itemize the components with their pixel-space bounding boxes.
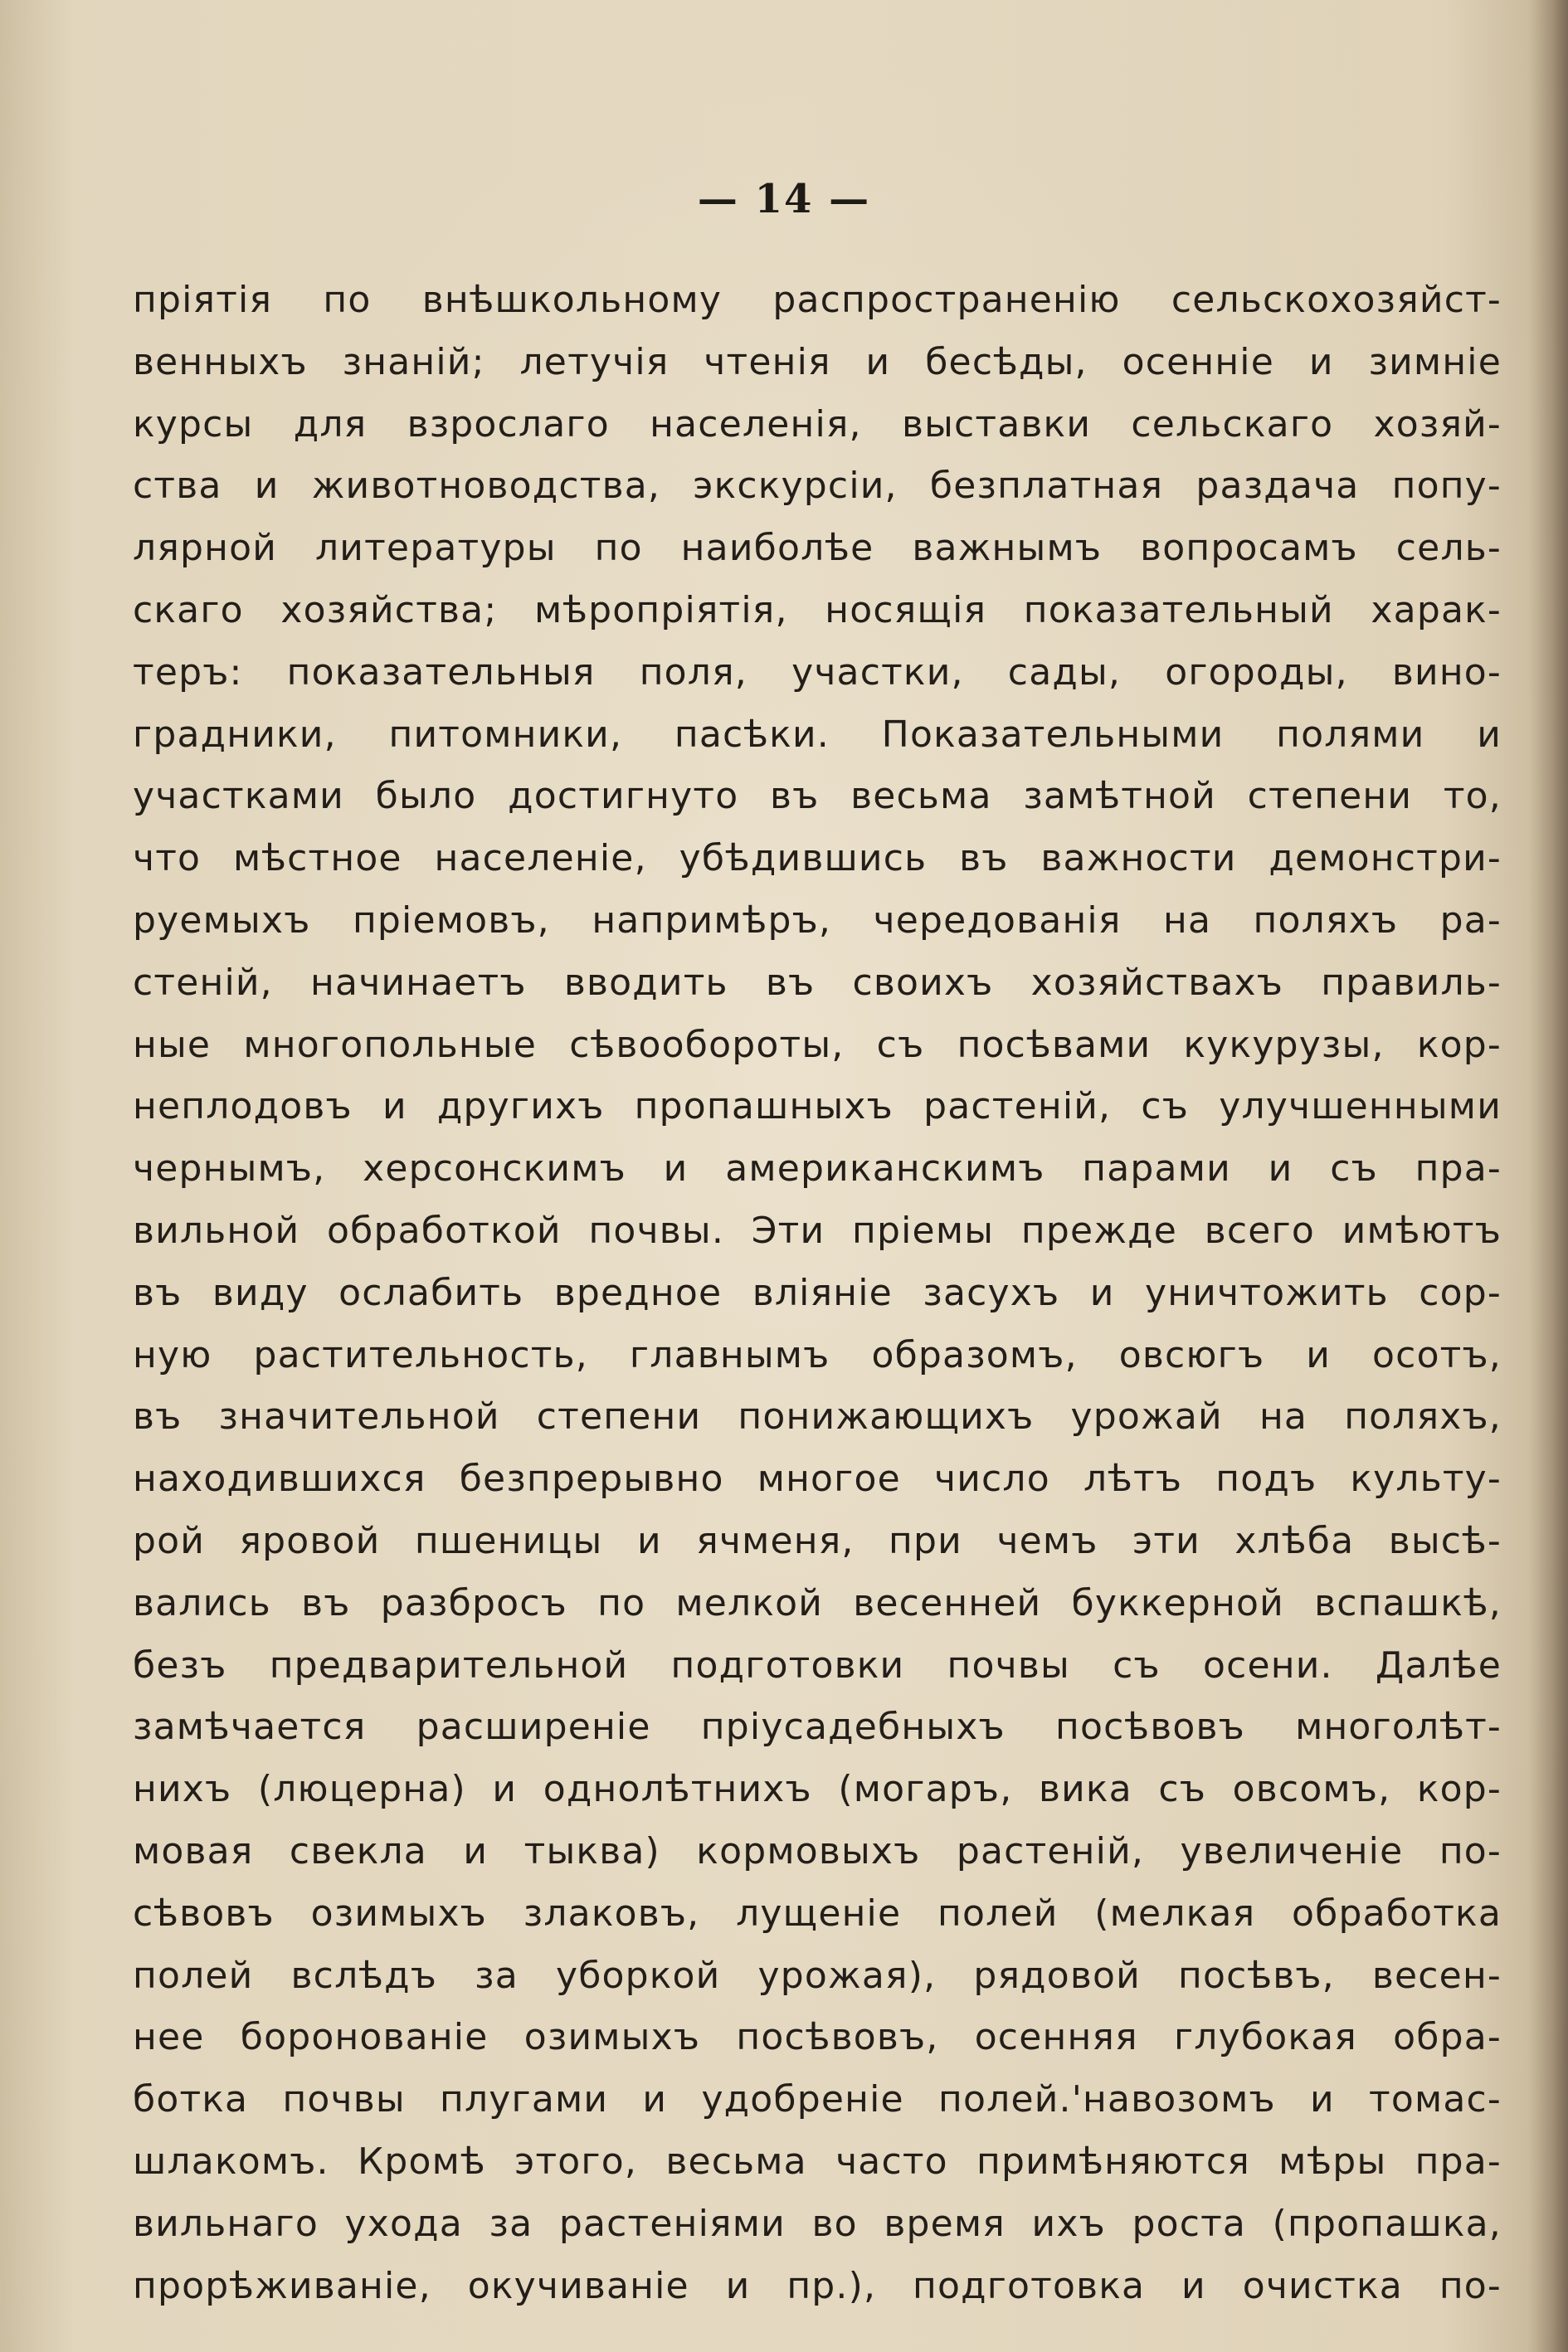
text-line: сѣвовъ озимыхъ злаковъ, лущеніе полей (мелкая обработка (133, 1892, 1502, 1935)
page-binding-shadow (1528, 0, 1568, 2352)
text-line: ные многопольные сѣвообороты, съ посѣвами кукурузы, кор- (133, 1023, 1502, 1066)
text-line: въ виду ослабить вредное вліяніе засухъ и уничтожить сор- (133, 1271, 1502, 1314)
text-line: вались въ разбросъ по мелкой весенней буккерной вспашкѣ, (133, 1581, 1502, 1624)
text-line: находившихся безпрерывно многое число лѣтъ подъ культу- (133, 1458, 1502, 1501)
text-line: безъ предварительной подготовки почвы съ осени. Далѣе (133, 1643, 1502, 1687)
text-line: прорѣживаніе, окучиваніе и пр.), подготовка и очистка по- (133, 2264, 1502, 2307)
text-line: руемыхъ пріемовъ, напримѣръ, чередованія на поляхъ ра- (133, 898, 1502, 942)
text-line: курсы для взрослаго населенія, выставки сельскаго хозяй- (133, 402, 1502, 446)
text-line: вильной обработкой почвы. Эти пріемы прежде всего имѣютъ (133, 1209, 1502, 1252)
text-line: участками было достигнуто въ весьма замѣтной степени то, (133, 775, 1502, 818)
text-line: замѣчается расширеніе пріусадебныхъ посѣвовъ многолѣт- (133, 1706, 1502, 1749)
text-line: стеній, начинаетъ вводить въ своихъ хозяйствахъ правиль- (133, 961, 1502, 1004)
text-line: неплодовъ и другихъ пропашныхъ растеній, съ улучшенными (133, 1085, 1502, 1128)
text-line: въ значительной степени понижающихъ урожай на поляхъ, (133, 1395, 1502, 1439)
text-line: шлакомъ. Кромѣ этого, весьма часто примѣняются мѣры пра- (133, 2140, 1502, 2183)
text-line: скаго хозяйства; мѣропріятія, носящія показательный харак- (133, 588, 1502, 631)
text-line: ботка почвы плугами и удобреніе полей.'навозомъ и томас- (133, 2078, 1502, 2121)
text-line: ную растительность, главнымъ образомъ, овсюгъ и осотъ, (133, 1333, 1502, 1376)
text-line: мовая свекла и тыква) кормовыхъ растеній, увеличеніе по- (133, 1829, 1502, 1872)
text-line: ства и животноводства, экскурсіи, безплатная раздача попу- (133, 465, 1502, 508)
text-line: градники, питомники, пасѣки. Показательными полями и (133, 713, 1502, 756)
text-line: что мѣстное населеніе, убѣдившись въ важности демонстри- (133, 837, 1502, 880)
text-line: нихъ (люцерна) и однолѣтнихъ (могаръ, вика съ овсомъ, кор- (133, 1768, 1502, 1811)
text-line: лярной литературы по наиболѣе важнымъ вопросамъ сель- (133, 527, 1502, 570)
text-line: пріятія по внѣшкольному распространенію сельскохозяйст- (133, 279, 1502, 321)
text-line: нее боронованіе озимыхъ посѣвовъ, осенняя глубокая обра- (133, 2016, 1502, 2059)
text-line: вильнаго ухода за растеніями во время ихъ роста (пропашка, (133, 2202, 1502, 2245)
text-line: полей вслѣдъ за уборкой урожая), рядовой посѣвъ, весен- (133, 1954, 1502, 1997)
text-line: теръ: показательныя поля, участки, сады, огороды, вино- (133, 650, 1502, 694)
text-line: рой яровой пшеницы и ячменя, при чемъ эти хлѣба высѣ- (133, 1519, 1502, 1562)
page-number: — 14 — (697, 176, 871, 222)
body-text (133, 270, 1502, 2317)
text-line: венныхъ знаній; летучія чтенія и бесѣды, осенніе и зимніе (133, 340, 1502, 383)
text-line: чернымъ, херсонскимъ и американскимъ парами и съ пра- (133, 1147, 1502, 1191)
